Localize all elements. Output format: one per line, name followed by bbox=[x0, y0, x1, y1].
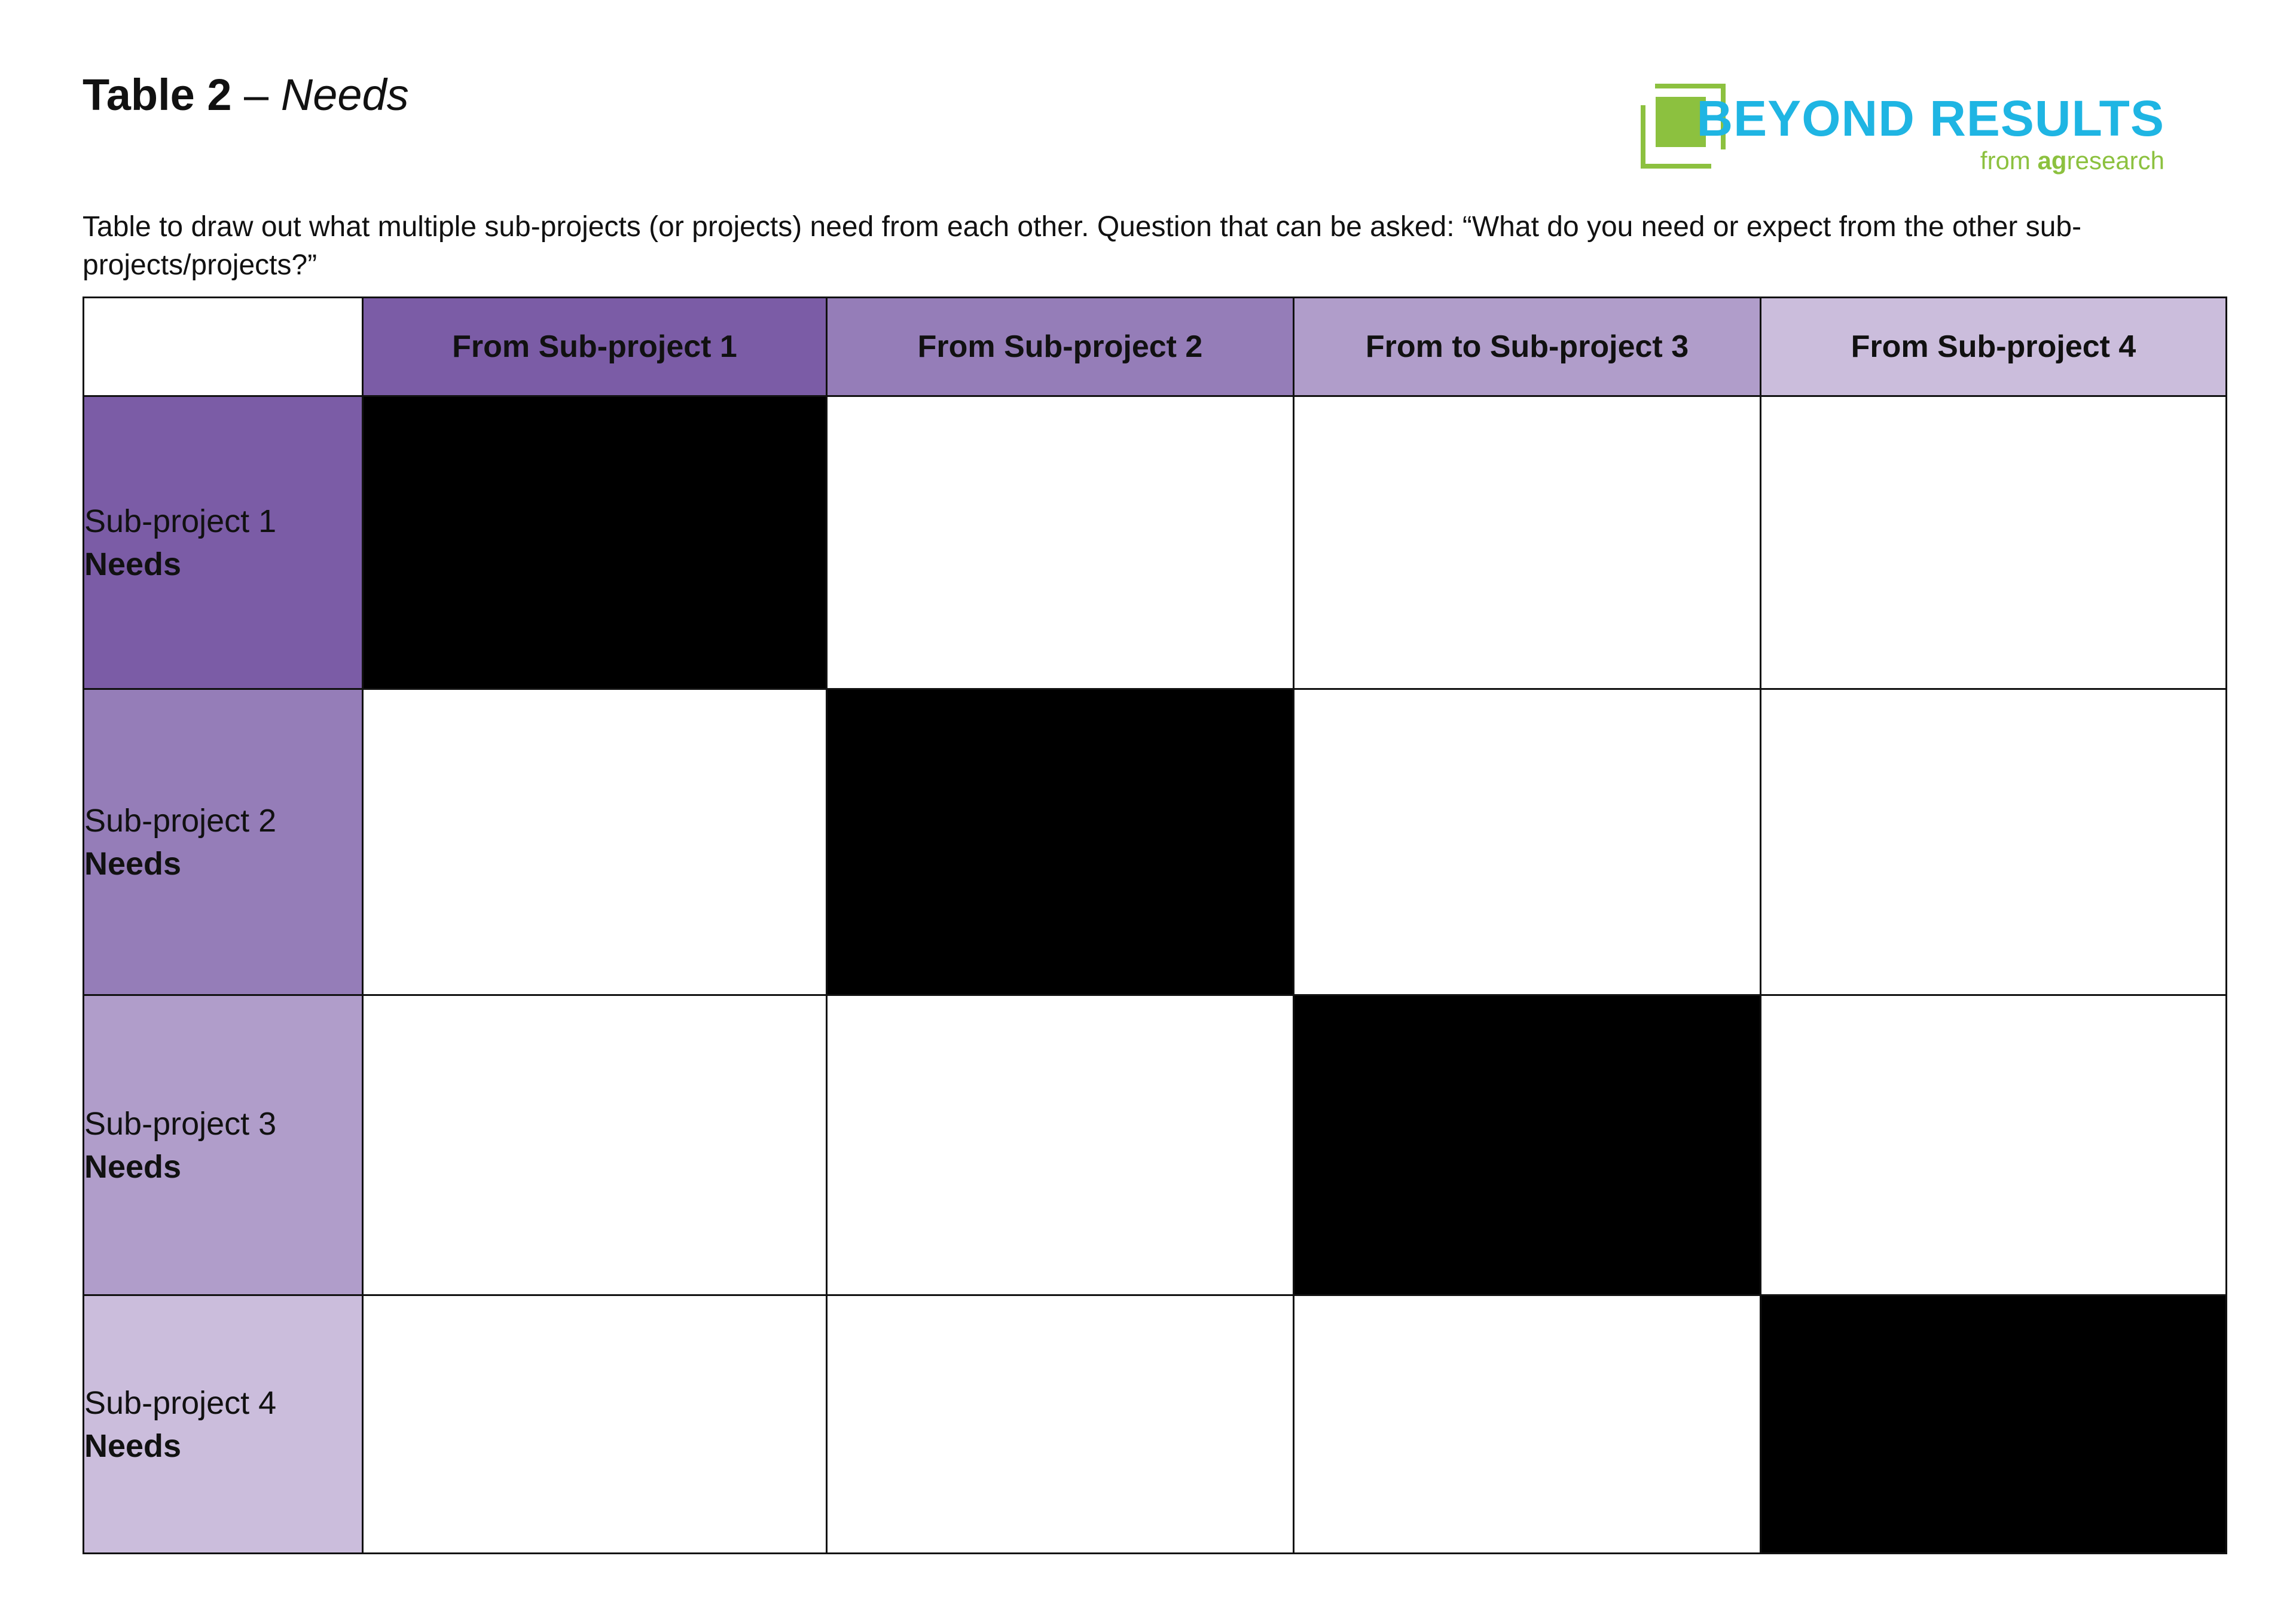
table-row bbox=[84, 396, 2227, 689]
table-cell[interactable] bbox=[1761, 995, 2227, 1295]
intro-text: Table to draw out what multiple sub-projects (or projects) need from each other. Question that can be asked: “What do you need or expect from the other sub-projects/projects?” bbox=[83, 211, 2082, 281]
table-cell[interactable] bbox=[1761, 396, 2227, 689]
row-header bbox=[84, 689, 363, 995]
title-needs: Needs bbox=[280, 70, 409, 120]
row-header-title: Sub-project 3 bbox=[84, 1105, 277, 1142]
blocked-cell bbox=[1294, 995, 1761, 1295]
row-header-title: Sub-project 1 bbox=[84, 503, 277, 539]
table-cell[interactable] bbox=[1294, 396, 1761, 689]
table-cell[interactable] bbox=[363, 1295, 827, 1554]
table-cell[interactable] bbox=[363, 689, 827, 995]
row-header-needs: Needs bbox=[84, 845, 182, 882]
logo-sub-bold: ag bbox=[2037, 146, 2067, 175]
logo-sub-suffix: research bbox=[2066, 146, 2164, 175]
row-header-needs: Needs bbox=[84, 1148, 182, 1185]
table-cell[interactable] bbox=[827, 396, 1294, 689]
table-cell[interactable] bbox=[827, 995, 1294, 1295]
table-header-row bbox=[84, 298, 2227, 396]
corner-cell bbox=[84, 298, 363, 396]
blocked-cell bbox=[827, 689, 1294, 995]
page-title bbox=[83, 70, 409, 120]
logo-subtext bbox=[1980, 148, 2164, 173]
title-table-number: Table 2 bbox=[83, 70, 232, 120]
needs-table bbox=[83, 297, 2227, 1554]
row-header bbox=[84, 995, 363, 1295]
table-row bbox=[84, 995, 2227, 1295]
row-header-title: Sub-project 4 bbox=[84, 1384, 277, 1421]
row-header-needs: Needs bbox=[84, 546, 182, 582]
row-header bbox=[84, 1295, 363, 1554]
column-header: From Sub-project 2 bbox=[827, 298, 1294, 396]
row-header bbox=[84, 396, 363, 689]
blocked-cell bbox=[1761, 1295, 2227, 1554]
beyond-results-logo bbox=[1638, 78, 2164, 179]
column-header: From Sub-project 1 bbox=[363, 298, 827, 396]
table-row bbox=[84, 1295, 2227, 1554]
table-cell[interactable] bbox=[1294, 689, 1761, 995]
column-header: From Sub-project 4 bbox=[1761, 298, 2227, 396]
table-row bbox=[84, 689, 2227, 995]
table-cell[interactable] bbox=[1761, 689, 2227, 995]
blocked-cell bbox=[363, 396, 827, 689]
table-cell[interactable] bbox=[363, 995, 827, 1295]
row-header-needs: Needs bbox=[84, 1428, 182, 1464]
title-separator: – bbox=[231, 70, 281, 120]
table-cell[interactable] bbox=[1294, 1295, 1761, 1554]
logo-brand-text: BEYOND RESULTS bbox=[1696, 90, 2164, 146]
logo-sub-prefix: from bbox=[1980, 146, 2038, 175]
table-cell[interactable] bbox=[827, 1295, 1294, 1554]
row-header-title: Sub-project 2 bbox=[84, 802, 277, 839]
column-header: From to Sub-project 3 bbox=[1294, 298, 1761, 396]
